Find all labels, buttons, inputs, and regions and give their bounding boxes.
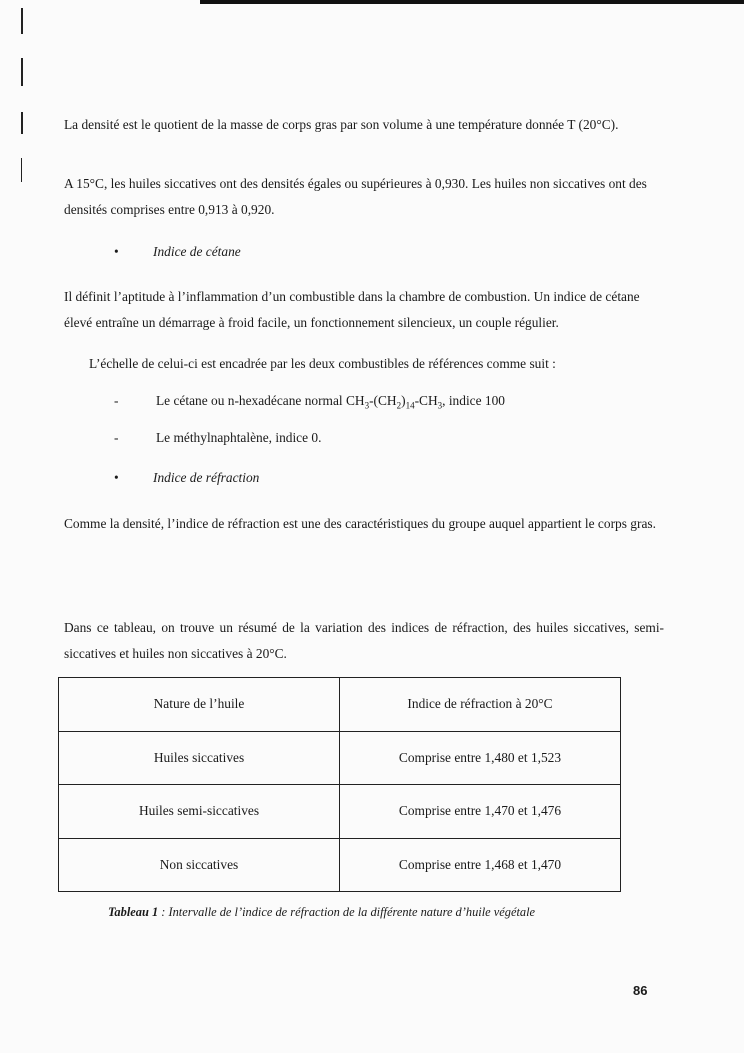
heading-indice-refraction xyxy=(114,470,259,486)
page-number: 86 xyxy=(633,983,648,998)
list-text: Le méthylnaphtalène, indice 0. xyxy=(156,430,322,445)
table-cell: Huiles siccatives xyxy=(59,731,340,785)
margin-mark xyxy=(21,158,22,182)
caption-label: Tableau 1 xyxy=(108,905,159,919)
bullet-icon: • xyxy=(114,244,119,259)
table-caption xyxy=(108,905,535,920)
list-text: -(CH xyxy=(369,393,397,408)
table-cell: Comprise entre 1,480 et 1,523 xyxy=(340,731,621,785)
list-item-cetane xyxy=(114,393,505,411)
subscript: 14 xyxy=(405,400,415,411)
table-cell: Comprise entre 1,470 et 1,476 xyxy=(340,785,621,839)
table-row xyxy=(59,785,621,839)
paragraph-cetane-def: Il définit l’aptitude à l’inflammation d’un combustible dans la chambre de combustion. Un indice de cétane élevé entraîne un démarrage à froid facile, un fonctionnement silencieux, un couple régulier. xyxy=(64,289,640,330)
table-header-cell: Nature de l’huile xyxy=(59,678,340,732)
heading-text: Indice de réfraction xyxy=(153,470,260,485)
table-header-row xyxy=(59,678,621,732)
list-text: -CH xyxy=(414,393,438,408)
table-cell: Comprise entre 1,468 et 1,470 xyxy=(340,838,621,892)
paragraph-densite: La densité est le quotient de la masse de corps gras par son volume à une température donnée T (20°C). xyxy=(64,117,619,132)
paragraph-refraction-def: Comme la densité, l’indice de réfraction est une des caractéristiques du groupe auquel appartient le corps gras. xyxy=(64,516,656,531)
subscript: 3 xyxy=(437,400,443,411)
dash-icon: - xyxy=(114,430,119,445)
table-cell: Non siccatives xyxy=(59,838,340,892)
subscript: 2 xyxy=(396,400,402,411)
heading-indice-cetane xyxy=(114,244,241,260)
paragraph-echelle: L’échelle de celui-ci est encadrée par les deux combustibles de références comme suit : xyxy=(89,356,556,371)
bullet-icon: • xyxy=(114,470,119,485)
paragraph-tableau-intro: Dans ce tableau, on trouve un résumé de la variation des indices de réfraction, des huiles siccatives, semi-siccatives et huiles non siccatives à 20°C. xyxy=(64,620,664,661)
table-row xyxy=(59,731,621,785)
paragraph-densites-huiles: A 15°C, les huiles siccatives ont des densités égales ou supérieures à 0,930. Les huiles non siccatives ont des densités comprises entre 0,913 à 0,920. xyxy=(64,176,647,217)
list-text: , indice 100 xyxy=(442,393,505,408)
refraction-table xyxy=(58,677,621,892)
margin-mark xyxy=(21,8,23,34)
margin-mark xyxy=(21,112,23,134)
table-header-cell: Indice de réfraction à 20°C xyxy=(340,678,621,732)
list-text: Le cétane ou n-hexadécane normal CH xyxy=(156,393,365,408)
list-item-methylnaphtalene xyxy=(114,430,321,446)
margin-mark xyxy=(21,58,23,86)
heading-text: Indice de cétane xyxy=(153,244,241,259)
table-row xyxy=(59,838,621,892)
table-cell: Huiles semi-siccatives xyxy=(59,785,340,839)
list-text: ) xyxy=(401,393,406,408)
caption-text: : Intervalle de l’indice de réfraction de la différente nature d’huile végétale xyxy=(158,905,536,919)
subscript: 3 xyxy=(364,400,370,411)
dash-icon: - xyxy=(114,393,119,408)
top-scan-bar xyxy=(200,0,744,4)
